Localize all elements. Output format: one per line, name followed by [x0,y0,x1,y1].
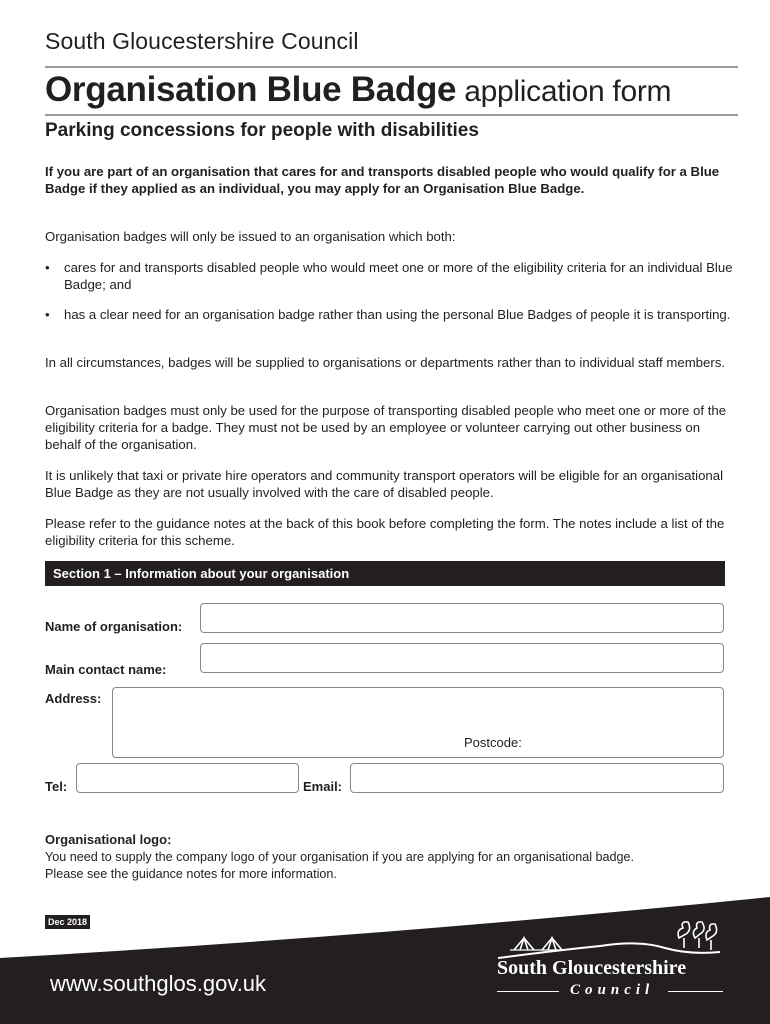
brand-council: Council [570,982,655,998]
purpose-paragraph: Organisation badges must only be used for the purpose of transporting disabled people who meet one or more of the eligibility criteria for a badge. They must not be used by an employee or volunteer carrying out other business on behalf of the organisation. [45,403,727,452]
postcode-label: Postcode: [464,735,522,750]
subtitle: Parking concessions for people with disabilities [45,120,479,141]
circumstances-paragraph: In all circumstances, badges will be supplied to organisations or departments rather than to individual staff members. [45,355,725,370]
taxi-paragraph: It is unlikely that taxi or private hire operators and community transport operators will be eligible for an organisational Blue Badge as they are not usually involved with the care of disabled people. [45,468,724,500]
brand-line-right [668,991,723,992]
brand-name: South Gloucestershire [497,957,687,979]
tel-label: Tel: [45,779,68,794]
guidance-paragraph: Please refer to the guidance notes at the back of this book before completing the form. The notes include a list of the eligibility criteria for this scheme. [45,516,725,548]
organisation-name-label: Name of organisation: [45,619,183,634]
logo-description-line-1: You need to supply the company logo of your organisation if you are applying for an organisational badge. [45,850,635,864]
website-link[interactable]: www.southglos.gov.uk [50,971,267,996]
title-main: Organisation Blue Badge [45,70,457,109]
logo-title: Organisational logo: [45,832,172,847]
section-1-header: Section 1 – Information about your organisation [45,561,725,586]
council-name: South Gloucestershire Council [45,28,359,54]
intro-paragraph: If you are part of an organisation that cares for and transports disabled people who would qualify for a Blue Badge if they applied as an individual, you may apply for an Organisation Blue Badge. [45,164,720,196]
which-both-paragraph: Organisation badges will only be issued to an organisation which both: [45,229,456,244]
contact-name-label: Main contact name: [45,662,167,677]
title-sub: application form [464,75,672,108]
bullet-glyph: • [45,307,50,322]
email-label: Email: [303,779,343,794]
address-label: Address: [45,691,102,706]
brand-line-left [497,991,559,992]
bullet-glyph: • [45,260,50,275]
date-badge: Dec 2018 [45,915,90,929]
bullet-text: has a clear need for an organisation badge rather than using the personal Blue Badges of people it is transporting. [64,307,731,322]
bullet-text: cares for and transports disabled people who would meet one or more of the eligibility criteria for an individual Blue Badge; and [64,260,733,292]
logo-description-line-2: Please see the guidance notes for more information. [45,867,337,881]
